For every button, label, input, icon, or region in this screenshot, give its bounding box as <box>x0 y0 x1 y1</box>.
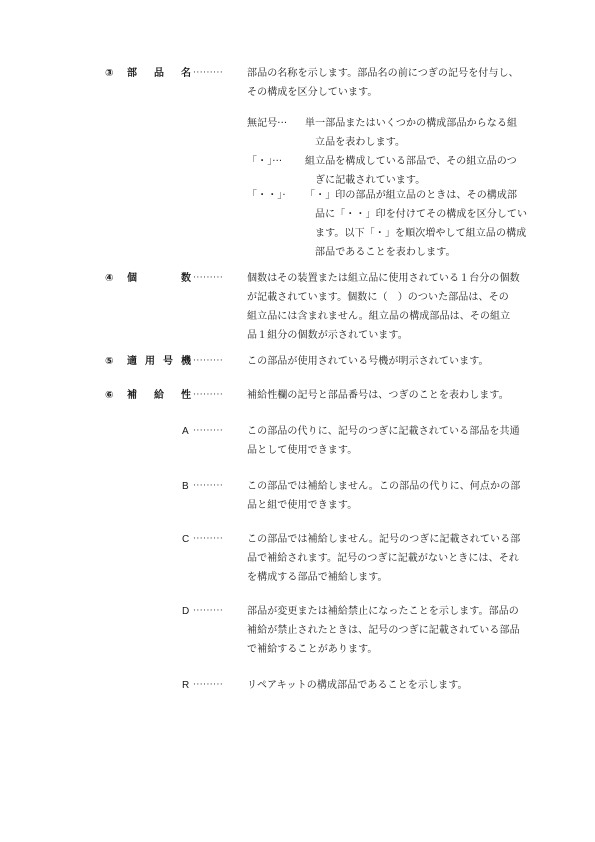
code-c-line-1: この部品では補給しません。記号のつぎに記載されている部 <box>247 534 521 545</box>
leader-dots: ········· <box>193 356 224 366</box>
s3-h1: 部 <box>127 68 137 79</box>
s4-line-1: 個数はその装置または組立品に使用されている１台分の個数 <box>247 273 520 284</box>
leader-dots: ········· <box>193 606 224 616</box>
code-d-line-1: 部品が変更または補給禁止になったことを示します。部品の <box>247 606 519 617</box>
s4-line-2: が記載されています。個数に（ ）のついた部品は、その <box>247 292 509 303</box>
code-c-text <box>247 530 520 587</box>
s4-h1: 個 <box>127 273 137 284</box>
s6-h2: 給 <box>154 390 164 401</box>
sub-dot2-text <box>305 186 527 262</box>
leader-dots: ········· <box>193 481 224 491</box>
code-c: C <box>182 534 190 545</box>
code-b-text <box>247 477 520 515</box>
sub-dot2-line-4: 部品であることを表わします。 <box>315 247 456 258</box>
code-a: A <box>182 426 189 437</box>
s4-h2: 数 <box>181 273 191 284</box>
sub-dot2-line-1: 「・」印の部品が組立品のときは、その構成部 <box>305 190 518 201</box>
s5-line-1: この部品が使用されている号機が明示されています。 <box>247 356 489 367</box>
num-5: ⑤ <box>105 356 114 367</box>
code-d-line-3: で補給することがあります。 <box>247 644 378 655</box>
num-4: ④ <box>105 273 114 284</box>
code-a-line-1: この部品の代りに、記号のつぎに記載されている部品を共通 <box>247 426 520 437</box>
leader-dots: ········· <box>193 390 224 400</box>
sub-mukigo-label: 無記号··· <box>247 118 288 129</box>
s5-h3: 号 <box>163 356 173 367</box>
num-3: ③ <box>105 68 114 79</box>
s6-line-1: 補給性欄の記号と部品番号は、つぎのことを表わします。 <box>247 390 509 401</box>
leader-dots: ········· <box>193 534 224 544</box>
s3-line-2: その構成を区分しています。 <box>247 87 378 98</box>
s5-h2: 用 <box>145 356 155 367</box>
sub-dot2-label: 「・・」· <box>247 190 286 201</box>
code-d: D <box>182 606 190 617</box>
sub-mukigo-text <box>305 114 517 152</box>
sub-dot1-line-2: ぎに記載されています。 <box>315 175 426 186</box>
sub-dot2-line-2: 品に「・・」印を付けてその構成を区分してい <box>315 209 528 220</box>
sub-dot2-line-3: ます。以下「・」を順次増やして組立品の構成 <box>315 228 527 239</box>
sub-dot1-line-1: 組立品を構成している部品で、その組立品のつ <box>305 156 517 167</box>
s3-description <box>247 64 519 102</box>
code-c-line-2: 品で補給されます。記号のつぎに記載がないときには、それ <box>247 553 519 564</box>
sub-mukigo-line-2: 立品を表わします。 <box>315 137 406 148</box>
leader-dots: ········· <box>193 680 224 690</box>
s6-h3: 性 <box>181 390 191 401</box>
s3-h2: 品 <box>154 68 164 79</box>
code-a-line-2: 品として使用できます。 <box>247 445 358 456</box>
s5-h1: 適 <box>127 356 137 367</box>
leader-dots: ········· <box>193 68 224 78</box>
code-d-text <box>247 602 520 659</box>
code-b-line-1: この部品では補給しません。この部品の代りに、何点かの部 <box>247 481 521 492</box>
code-b-line-2: 品と組で使用できます。 <box>247 500 358 511</box>
sub-dot1-label: 「・」··· <box>247 156 283 167</box>
code-r-line-1: リペアキットの構成部品であることを示します。 <box>247 680 468 691</box>
code-b: B <box>182 481 189 492</box>
leader-dots: ········· <box>193 426 224 436</box>
s5-h4: 機 <box>181 356 191 367</box>
leader-dots: ········· <box>193 273 224 283</box>
sub-mukigo-line-1: 単一部品またはいくつかの構成部品からなる組 <box>305 118 518 129</box>
code-c-line-3: を構成する部品で補給します。 <box>247 572 388 583</box>
code-r: R <box>182 680 190 691</box>
s3-h3: 名 <box>181 68 191 79</box>
sub-dot1-text <box>305 152 517 190</box>
s4-line-3: 組立品には含まれません。組立品の構成部品は、その組立 <box>247 311 511 322</box>
s3-line-1: 部品の名称を示します。部品名の前につぎの記号を付与し、 <box>247 68 519 79</box>
num-6: ⑥ <box>105 390 114 401</box>
code-a-text <box>247 422 520 460</box>
s4-description <box>247 269 520 345</box>
s4-line-4: 品１組分の個数が示されています。 <box>247 330 408 341</box>
s6-h1: 補 <box>127 390 137 401</box>
code-d-line-2: 補給が禁止されたときは、記号のつぎに記載されている部品 <box>247 625 520 636</box>
